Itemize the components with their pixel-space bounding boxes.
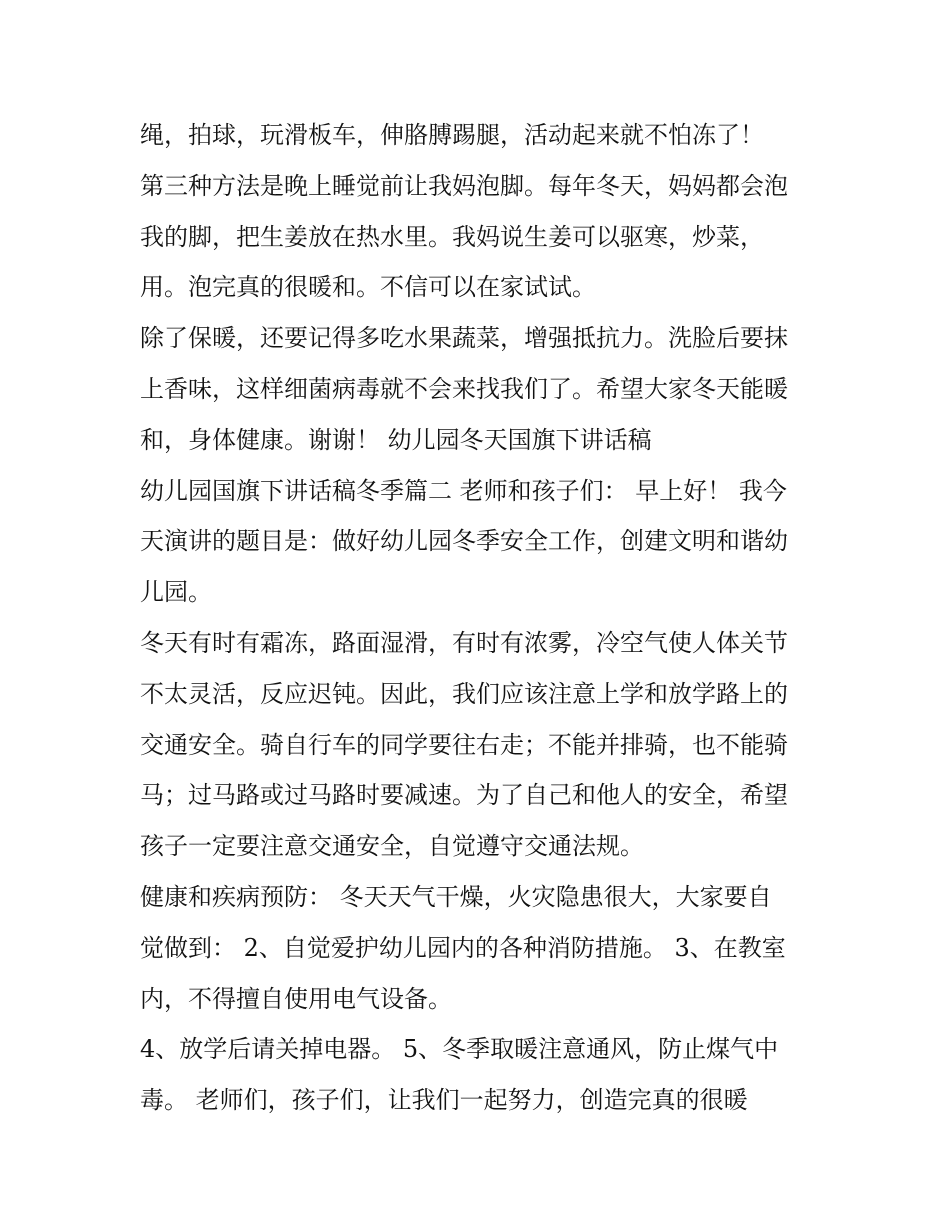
- text-line: 除了保暖，还要记得多吃水果蔬菜，增强抵抗力。洗脸后要抹: [140, 324, 788, 353]
- text-line: 内，不得擅自使用电气设备。: [140, 984, 452, 1013]
- text-line: 和，身体健康。谢谢！ 幼儿园冬天国旗下讲话稿: [140, 425, 652, 454]
- text-line: 交通安全。骑自行车的同学要往右走；不能并排骑，也不能骑: [140, 730, 788, 759]
- text-line: 冬天有时有霜冻，路面湿滑，有时有浓雾，冷空气使人体关节: [140, 628, 788, 657]
- text-line: 我的脚，把生姜放在热水里。我妈说生姜可以驱寒，炒菜，: [140, 222, 764, 251]
- text-line: 毒。 老师们，孩子们，让我们一起努力，创造完真的很暖: [140, 1086, 748, 1115]
- text-line: 不太灵活，反应迟钝。因此，我们应该注意上学和放学路上的: [140, 679, 788, 708]
- text-line: 4、放学后请关掉电器。 5、冬季取暖注意通风，防止煤气中: [140, 1035, 779, 1064]
- document-body: [140, 110, 820, 1126]
- text-line: 第三种方法是晚上睡觉前让我妈泡脚。每年冬天，妈妈都会泡: [140, 171, 788, 200]
- text-line: 健康和疾病预防： 冬天天气干燥，火灾隐患很大，大家要自: [140, 882, 772, 911]
- text-line: 儿园。: [140, 578, 212, 607]
- text-line: 上香味，这样细菌病毒就不会来找我们了。希望大家冬天能暖: [140, 374, 788, 403]
- text-line: 马；过马路或过马路时要减速。为了自己和他人的安全，希望: [140, 781, 788, 810]
- text-line: 用。泡完真的很暖和。不信可以在家试试。: [140, 273, 596, 302]
- text-line: 天演讲的题目是：做好幼儿园冬季安全工作，创建文明和谐幼: [140, 527, 788, 556]
- text-line: 觉做到： 2、自觉爱护幼儿园内的各种消防措施。 3、在教室: [140, 933, 786, 962]
- text-line: 幼儿园国旗下讲话稿冬季篇二 老师和孩子们： 早上好！ 我今: [140, 476, 787, 505]
- text-line: 绳，拍球，玩滑板车，伸胳膊踢腿，活动起来就不怕冻了！: [140, 121, 764, 149]
- text-line: 孩子一定要注意交通安全，自觉遵守交通法规。: [140, 832, 644, 861]
